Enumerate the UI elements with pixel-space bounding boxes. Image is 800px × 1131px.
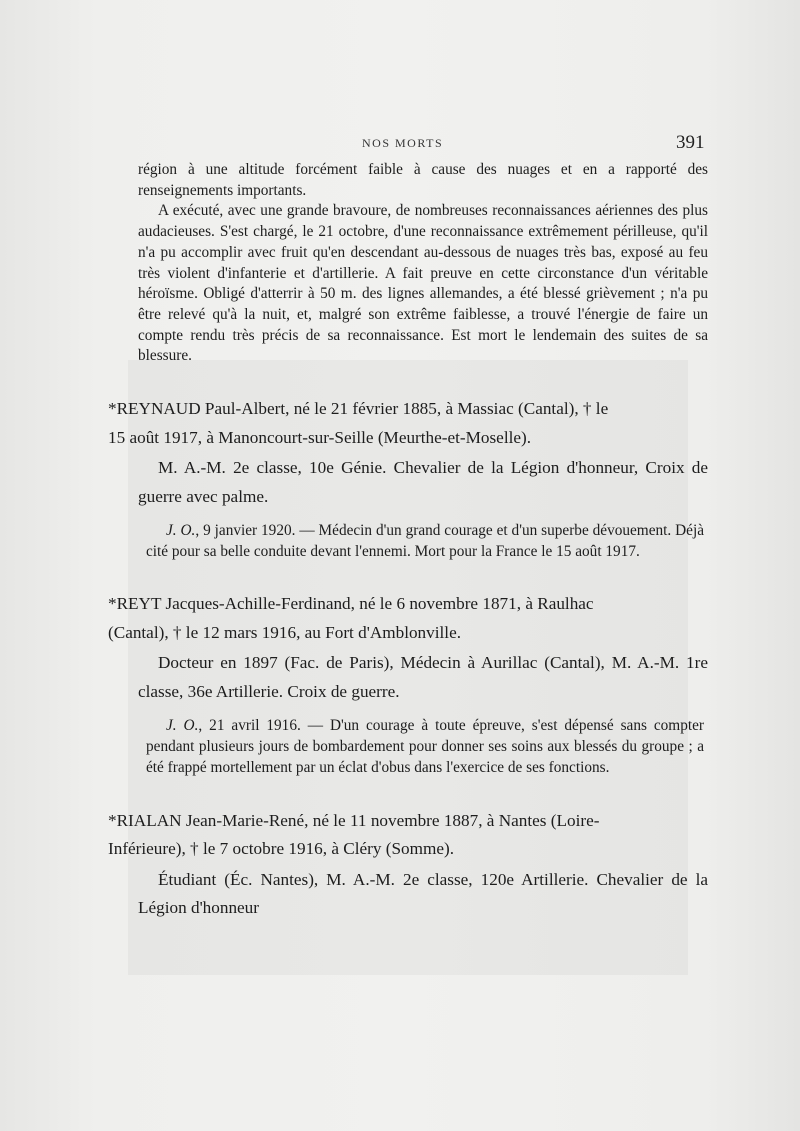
entry-name-line-1: *REYT Jacques-Achille-Ferdinand, né le 6 novembre 1871, à Raulhac xyxy=(108,594,594,614)
entry-detail: Docteur en 1897 (Fac. de Paris), Médecin à Aurillac (Cantal), M. A.-M. 1re classe, 36e Artillerie. Croix de guerre. xyxy=(138,653,708,701)
citation-source: J. O. xyxy=(166,717,199,735)
entry-name-line-2: Inférieure), † le 7 octobre 1916, à Cléry (Somme). xyxy=(108,839,455,859)
page-number: 391 xyxy=(676,132,705,153)
citation-source: J. O. xyxy=(166,522,196,540)
entry-reynaud xyxy=(108,395,708,562)
entry-detail: Étudiant (Éc. Nantes), M. A.-M. 2e classe, 120e Artillerie. Chevalier de la Légion d'honneur xyxy=(138,869,708,918)
entry-name-line xyxy=(108,395,708,452)
citation-text: , 9 janvier 1920. — Médecin d'un grand courage et d'un superbe dévouement. Déjà cité pour sa belle conduite devant l'ennemi. Mort pour la France le 15 août 1917. xyxy=(146,522,704,560)
entry-name-line-1: *RIALAN Jean-Marie-René, né le 11 novembre 1887, à Nantes (Loire- xyxy=(108,810,600,830)
entry-name-line-2: 15 août 1917, à Manoncourt-sur-Seille (Meurthe-et-Moselle). xyxy=(108,427,532,447)
citation-text: , 21 avril 1916. — D'un courage à toute épreuve, s'est dépensé sans compter pendant plusieurs jours de bombardement pour donner ses soins aux blessés du groupe ; a été frappé mortellement par un éclat d'obus dans l'exercice de ses fonctions. xyxy=(146,717,704,776)
page-content xyxy=(108,160,708,923)
entry-name-line xyxy=(108,590,708,647)
running-head: NOS MORTS xyxy=(362,136,444,150)
entry-name-line xyxy=(108,807,708,864)
entry-name-line-2: (Cantal), † le 12 mars 1916, au Fort d'Amblonville. xyxy=(108,622,461,642)
page-header xyxy=(0,132,800,156)
entry-reyt xyxy=(108,590,708,778)
entry-name-line-1: *REYNAUD Paul-Albert, né le 21 février 1885, à Massiac (Cantal), † le xyxy=(108,399,609,419)
entry-citation xyxy=(138,716,708,778)
entry-citation xyxy=(138,521,708,562)
intro-paragraph-continued: région à une altitude forcément faible à cause des nuages et en a rapporté des renseignements importants. xyxy=(138,161,708,199)
entry-detail: M. A.-M. 2e classe, 10e Génie. Chevalier de la Légion d'honneur, Croix de guerre avec palme. xyxy=(138,458,708,506)
entry-rialan xyxy=(108,807,708,923)
intro-paragraph-citation: A exécuté, avec une grande bravoure, de nombreuses reconnaissances aériennes des plus audacieuses. S'est chargé, le 21 octobre, d'une reconnaissance extrêmement périlleuse, qu'il n'a pu accomplir avec fruit qu'en descendant au-dessous de nuages très bas, exposé au feu très violent d'infanterie et d'artillerie. A fait preuve en cette circonstance d'un véritable héroïsme. Obligé d'atterrir à 50 m. des lignes allemandes, a été blessé grièvement ; n'a pu être relevé qu'à la nuit, et, malgré son extrême faiblesse, a trouvé l'énergie de faire un compte rendu très précis de sa reconnaissance. Est mort le lendemain des suites de sa blessure. xyxy=(138,202,708,365)
